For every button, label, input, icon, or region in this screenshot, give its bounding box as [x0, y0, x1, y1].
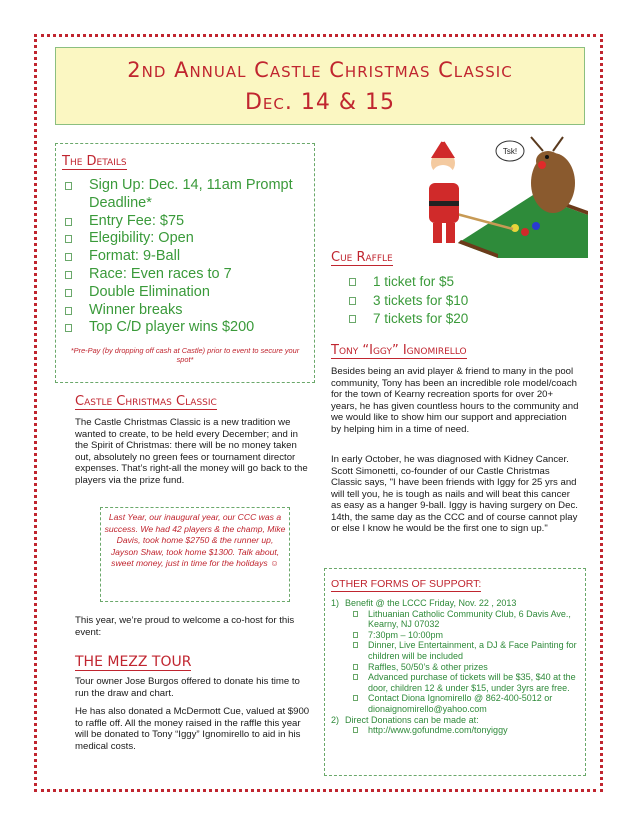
- raffle-heading: Cue Raffle: [331, 250, 393, 265]
- tony-heading: Tony “Iggy” Ignomirello: [331, 343, 467, 358]
- castle-paragraph: The Castle Christmas Classic is a new tradition we wanted to create, to be held every December; and in the Spirit of Christmas: there will be no money taken out, absolutely no green fees or tournament director expenses. That’s right-all the money will go back to the players via the prize fund.: [75, 417, 308, 486]
- support-item-number: 1): [331, 598, 340, 608]
- support-item-1: 1) Benefit @ the LCCC Friday, Nov. 22 , 2013: [331, 598, 517, 608]
- castle-heading: Castle Christmas Classic: [75, 394, 217, 409]
- raffle-list: [347, 273, 547, 329]
- prepay-note: *Pre-Pay (by dropping off cash at Castle) prior to event to secure your spot*: [70, 346, 300, 364]
- list-item: 7 tickets for $20: [347, 310, 547, 329]
- list-item: Double Elimination: [63, 284, 303, 302]
- list-item: Dinner, Live Entertainment, a DJ & Face Painting for children will be included: [331, 640, 581, 661]
- support-heading: OTHER FORMS OF SUPPORT:: [331, 578, 482, 590]
- list-item: Lithuanian Catholic Community Club, 6 Davis Ave., Kearny, NJ 07032: [331, 609, 581, 630]
- cohost-text: This year, we’re proud to welcome a co-host for this event:: [75, 615, 295, 638]
- list-item: Entry Fee: $75: [63, 213, 303, 231]
- title-banner: [55, 47, 585, 125]
- last-year-note: Last Year, our inaugural year, our CCC was a success. We had 42 players & the champ, Mike Davis, took home $2750 & the runner up, Jayson Shaw, took home $1300. Talk about, sweet money, just in time for the holidays ☺: [104, 512, 286, 568]
- support-list: [331, 598, 581, 736]
- mezz-paragraph-2: He has also donated a McDermott Cue, valued at $900 to raffle off. All the money raised in the raffle this year will be donated to Tony “Iggy” Ignomirello to aid in his medical costs.: [75, 706, 310, 752]
- list-item: Advanced purchase of tickets will be $35, $40 at the door, children 12 & under $15, under 3yrs are free.: [331, 672, 581, 693]
- support-item-number: 2): [331, 714, 340, 725]
- list-item: Elegibility: Open: [63, 230, 303, 248]
- list-item: Top C/D player wins $200: [63, 319, 303, 337]
- support-item-2: 2) Direct Donations can be made at:: [331, 714, 479, 725]
- list-item: Race: Even races to 7: [63, 266, 303, 284]
- list-item: Sign Up: Dec. 14, 11am Prompt Deadline*: [63, 177, 303, 213]
- list-item: Format: 9-Ball: [63, 248, 303, 266]
- mezz-paragraph-1: Tour owner Jose Burgos offered to donate his time to run the draw and chart.: [75, 676, 300, 699]
- santa-reindeer-billiards-illustration: [413, 133, 588, 258]
- details-list: [63, 177, 303, 337]
- tony-paragraph-2: In early October, he was diagnosed with Kidney Cancer. Scott Simonetti, co-founder of our Castle Christmas Classic says, "I have been friends with Iggy for 25 yrs and will tell you, he is tough as nails and will beat this cancer as easy as a hanger 9-ball. Iggy is having surgery on Dec. 14th, the same day as the CCC and of course cannot play or else I know he would be the first one to sign up.": [331, 454, 578, 534]
- tony-paragraph-1: Besides being an avid player & friend to many in the pool community, Tony has been an incredible role model/coach for the town of Kearny recreation sports for over 20+ years, he has given countless hours to the community and we would like to show him our support and appreciation by helping him in a time of need.: [331, 366, 579, 435]
- speech-bubble-text: Tsk!: [502, 147, 518, 156]
- mezz-heading: THE MEZZ TOUR: [75, 654, 192, 670]
- details-heading: The Details: [62, 154, 127, 169]
- list-item: Contact Diona Ignomirello @ 862-400-5012 or dionaignomirello@yahoo.com: [331, 693, 581, 714]
- list-item: Winner breaks: [63, 302, 303, 320]
- list-item: 3 tickets for $10: [347, 292, 547, 311]
- list-item: 7:30pm – 10:00pm: [331, 630, 581, 641]
- list-item: 1 ticket for $5: [347, 273, 547, 292]
- donation-link[interactable]: http://www.gofundme.com/tonyiggy: [331, 725, 581, 736]
- list-item: Raffles, 50/50’s & other prizes: [331, 662, 581, 673]
- banner-title: 2nd Annual Castle Christmas Classic: [127, 58, 513, 82]
- banner-dates: Dec. 14 & 15: [244, 90, 395, 115]
